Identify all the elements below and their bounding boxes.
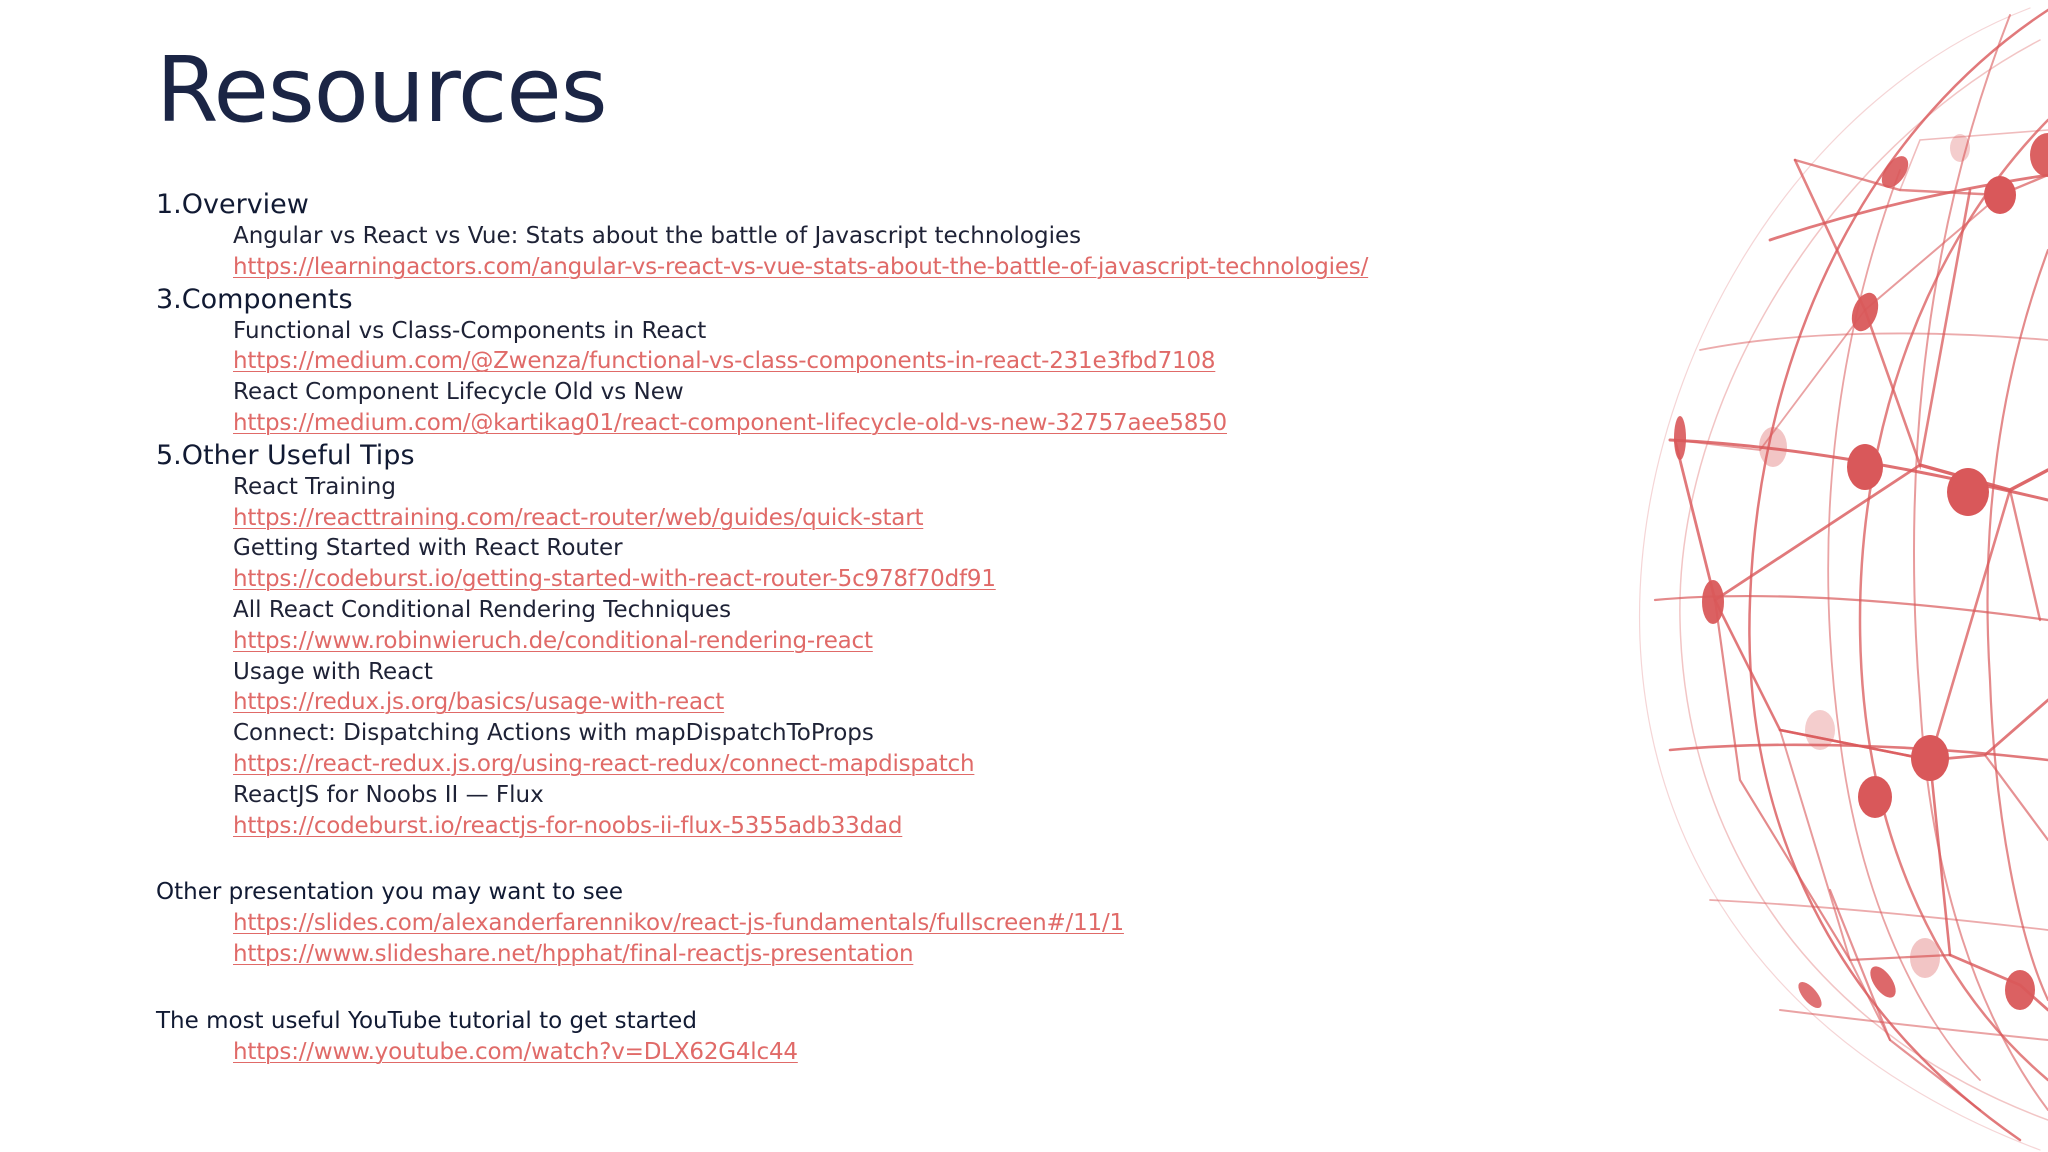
resource-title: React Component Lifecycle Old vs New bbox=[233, 379, 684, 406]
other-presentations-heading: Other presentation you may want to see bbox=[156, 879, 623, 906]
resource-title: Functional vs Class-Components in React bbox=[233, 317, 707, 344]
section-other-useful-tips bbox=[156, 439, 1656, 842]
presentation-link[interactable]: https://slides.com/alexanderfarennikov/react-js-fundamentals/fullscreen#/11/1 bbox=[233, 910, 1124, 937]
other-presentations bbox=[156, 877, 1656, 969]
slide-title: Resources bbox=[156, 38, 607, 143]
resource-link[interactable]: https://www.robinwieruch.de/conditional-rendering-react bbox=[233, 627, 873, 654]
presentation-link[interactable]: https://www.slideshare.net/hpphat/final-reactjs-presentation bbox=[233, 940, 914, 967]
resource-title: All React Conditional Rendering Techniques bbox=[233, 596, 732, 623]
section-heading: 5.Other Useful Tips bbox=[156, 439, 415, 471]
resource-link[interactable]: https://redux.js.org/basics/usage-with-react bbox=[233, 689, 725, 716]
resource-link[interactable]: https://medium.com/@kartikag01/react-component-lifecycle-old-vs-new-32757aee5850 bbox=[233, 409, 1227, 436]
section-components bbox=[156, 283, 1656, 439]
resource-title: Getting Started with React Router bbox=[233, 535, 623, 562]
spacer bbox=[156, 841, 1656, 877]
section-heading: 1.Overview bbox=[156, 189, 309, 220]
resource-title: Connect: Dispatching Actions with mapDispatchToProps bbox=[233, 720, 874, 747]
section-heading: 3.Components bbox=[156, 283, 353, 315]
spacer bbox=[156, 970, 1656, 1006]
youtube-tutorial bbox=[156, 1006, 1656, 1068]
resource-link[interactable]: https://medium.com/@Zwenza/functional-vs-class-components-in-react-231e3fbd7108 bbox=[233, 348, 1216, 375]
resource-title: Angular vs React vs Vue: Stats about the battle of Javascript technologies bbox=[233, 223, 1082, 249]
resource-link[interactable]: https://react-redux.js.org/using-react-redux/connect-mapdispatch bbox=[233, 750, 975, 777]
youtube-link[interactable]: https://www.youtube.com/watch?v=DLX62G4lc44 bbox=[233, 1038, 798, 1065]
resource-title: ReactJS for Noobs II — Flux bbox=[233, 781, 544, 808]
resource-link[interactable]: https://codeburst.io/getting-started-with-react-router-5c978f70df91 bbox=[233, 566, 996, 593]
resources-list bbox=[156, 188, 1656, 1067]
resource-link[interactable]: https://codeburst.io/reactjs-for-noobs-ii-flux-5355adb33dad bbox=[233, 812, 903, 839]
section-overview bbox=[156, 188, 1656, 283]
resource-title: React Training bbox=[233, 473, 396, 500]
network-globe-graphic bbox=[1600, 0, 2048, 1152]
resource-title: Usage with React bbox=[233, 658, 433, 685]
resource-link[interactable]: https://reacttraining.com/react-router/web/guides/quick-start bbox=[233, 504, 924, 531]
youtube-heading: The most useful YouTube tutorial to get started bbox=[156, 1007, 697, 1034]
resource-link[interactable]: https://learningactors.com/angular-vs-react-vs-vue-stats-about-the-battle-of-javascript-technologies/ bbox=[233, 253, 1369, 280]
